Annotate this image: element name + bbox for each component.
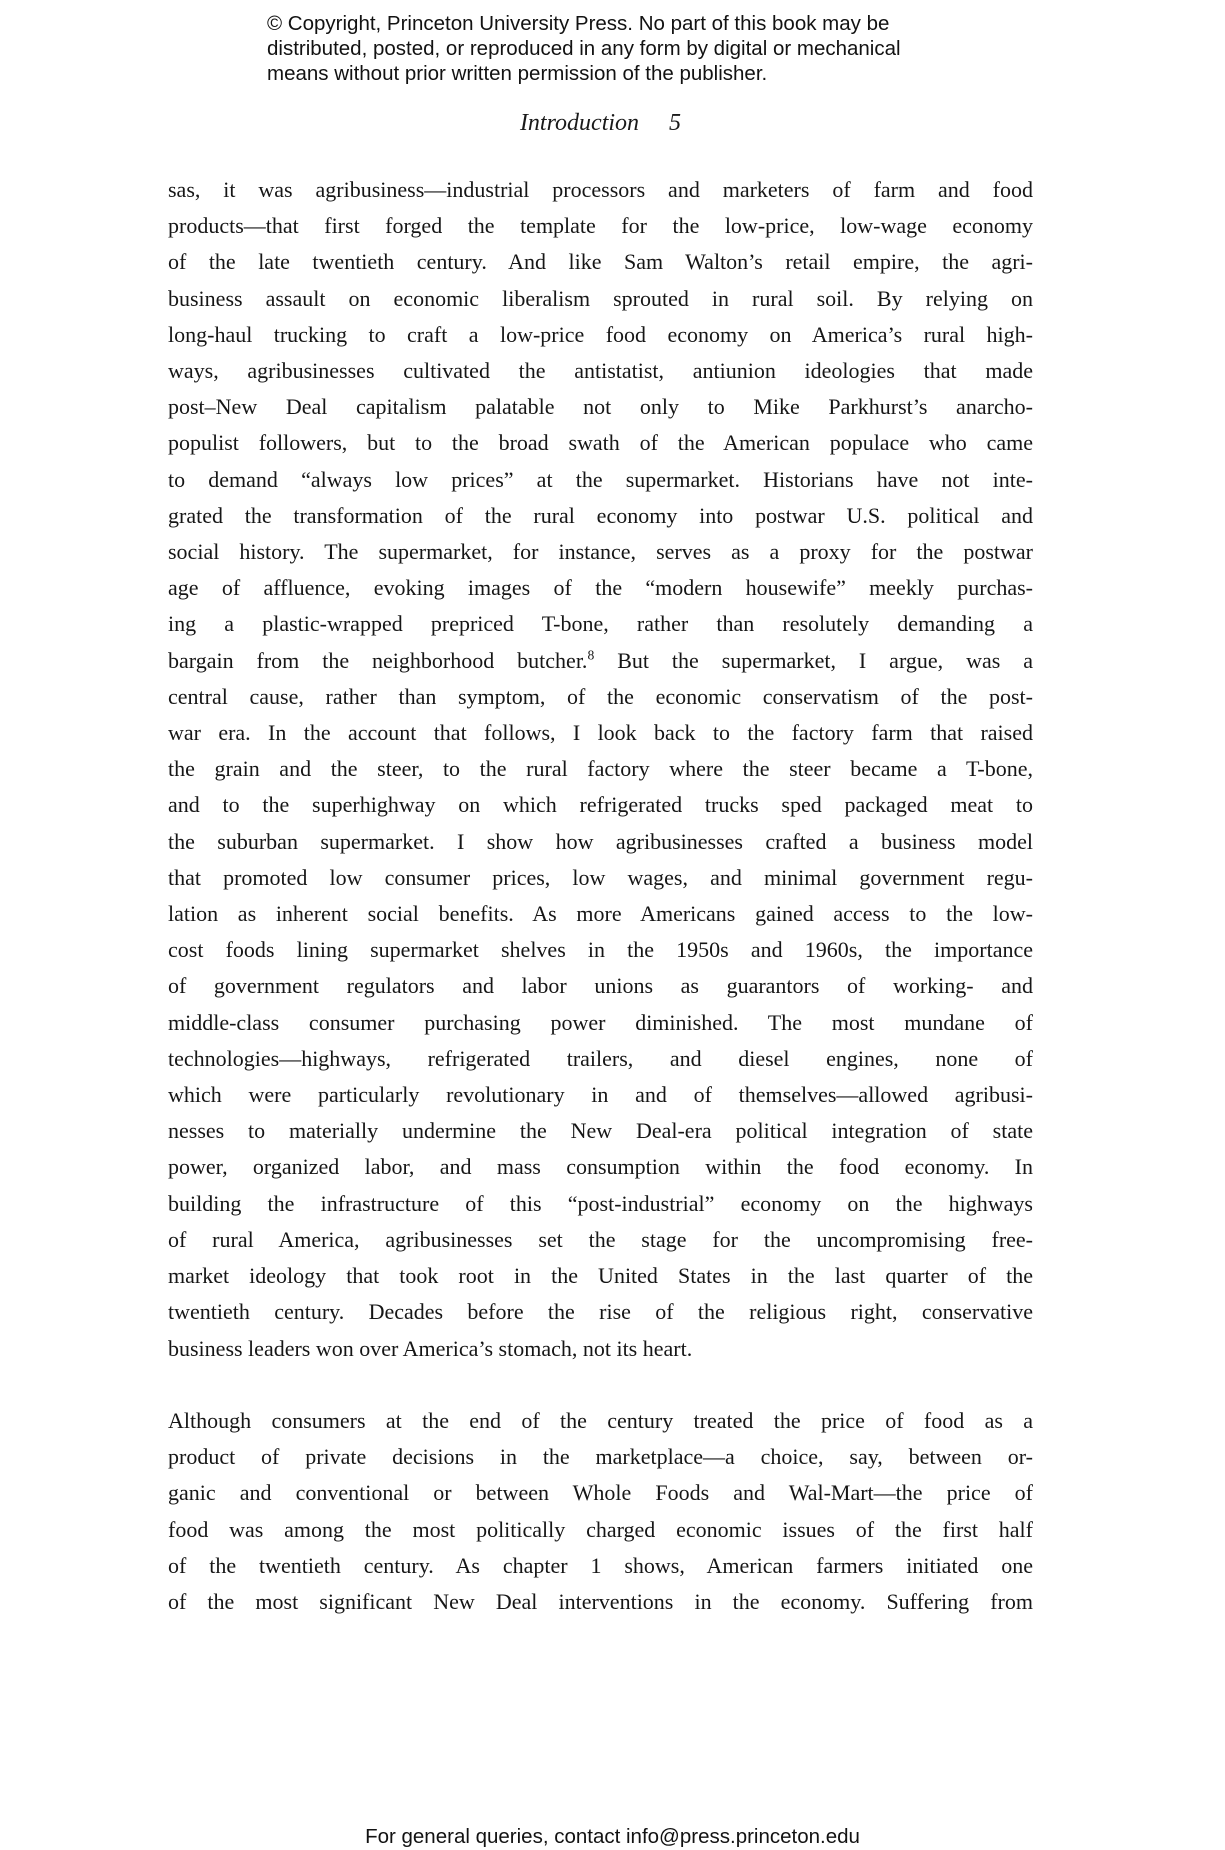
text-line: twentieth century. Decades before the rise of the religious right, conservative bbox=[168, 1299, 1033, 1325]
text-line: to demand “always low prices” at the supermarket. Historians have not inte- bbox=[168, 466, 1033, 492]
text-line: means without prior written permission of the publisher. bbox=[267, 62, 768, 85]
footnote-line bbox=[168, 643, 1033, 679]
text-line: nesses to materially undermine the New Deal-era political integration of state bbox=[168, 1118, 1033, 1144]
footnote-marker: 8 bbox=[587, 647, 595, 663]
text-line: © Copyright, Princeton University Press. No part of this book may be bbox=[267, 12, 890, 35]
text-line: grated the transformation of the rural economy into postwar U.S. political and bbox=[168, 502, 1033, 528]
text-line: of rural America, agribusinesses set the stage for the uncompromising free- bbox=[168, 1226, 1033, 1252]
page-number: 5 bbox=[669, 110, 682, 136]
text-line: business assault on economic liberalism sprouted in rural soil. By relying on bbox=[168, 285, 1033, 311]
text-line: populist followers, but to the broad swath of the American populace who came bbox=[168, 430, 1033, 456]
footnote-line-after: But the supermarket, I argue, was a bbox=[594, 647, 1033, 673]
text-line: of the late twentieth century. And like Sam Walton’s retail empire, the agri- bbox=[168, 249, 1033, 275]
text-line: of the most significant New Deal interventions in the economy. Suffering from bbox=[168, 1588, 1033, 1614]
text-line: war era. In the account that follows, I look back to the factory farm that raised bbox=[168, 720, 1033, 746]
text-line: Although consumers at the end of the century treated the price of food as a bbox=[168, 1407, 1033, 1433]
text-line: ways, agribusinesses cultivated the antistatist, antiunion ideologies that made bbox=[168, 358, 1033, 384]
text-line: the suburban supermarket. I show how agribusinesses crafted a business model bbox=[168, 828, 1033, 854]
text-line: lation as inherent social benefits. As more Americans gained access to the low- bbox=[168, 901, 1033, 927]
text-line: of government regulators and labor unions as guarantors of working- and bbox=[168, 973, 1033, 999]
copyright-notice bbox=[267, 11, 1027, 86]
text-line: technologies—highways, refrigerated trailers, and diesel engines, none of bbox=[168, 1045, 1033, 1071]
text-line: post–New Deal capitalism palatable not only to Mike Parkhurst’s anarcho- bbox=[168, 394, 1033, 420]
paragraph-2 bbox=[168, 1403, 1033, 1620]
text-line: central cause, rather than symptom, of the economic conservatism of the post- bbox=[168, 683, 1033, 709]
text-line: cost foods lining supermarket shelves in the 1950s and 1960s, the importance bbox=[168, 937, 1033, 963]
text-line: product of private decisions in the marketplace—a choice, say, between or- bbox=[168, 1444, 1033, 1470]
text-line: and to the superhighway on which refrigerated trucks sped packaged meat to bbox=[168, 792, 1033, 818]
text-line: sas, it was agribusiness—industrial processors and marketers of farm and food bbox=[168, 177, 1033, 202]
text-line: age of affluence, evoking images of the “modern housewife” meekly purchas- bbox=[168, 575, 1033, 601]
text-line: ing a plastic-wrapped prepriced T-bone, rather than resolutely demanding a bbox=[168, 611, 1033, 637]
text-line: ganic and conventional or between Whole Foods and Wal-Mart—the price of bbox=[168, 1480, 1033, 1506]
text-line: building the infrastructure of this “post-industrial” economy on the highways bbox=[168, 1190, 1033, 1216]
paragraph-1 bbox=[168, 172, 1033, 1367]
text-line: social history. The supermarket, for instance, serves as a proxy for the postwar bbox=[168, 539, 1033, 565]
paragraph-2-lines bbox=[168, 1403, 1033, 1620]
text-line: that promoted low consumer prices, low wages, and minimal government regu- bbox=[168, 864, 1033, 890]
text-line: distributed, posted, or reproduced in any form by digital or mechanical bbox=[267, 37, 901, 60]
text-line: the grain and the steer, to the rural factory where the steer became a T-bone, bbox=[168, 756, 1033, 782]
running-head bbox=[168, 108, 1033, 138]
text-line: products—that first forged the template for the low-price, low-wage economy bbox=[168, 213, 1033, 239]
text-line: power, organized labor, and mass consumption within the food economy. In bbox=[168, 1154, 1033, 1180]
body-text bbox=[168, 172, 1033, 1620]
text-line: business leaders won over America’s stomach, not its heart. bbox=[168, 1335, 693, 1361]
text-line: which were particularly revolutionary in and of themselves—allowed agribusi- bbox=[168, 1082, 1033, 1108]
text-line: market ideology that took root in the United States in the last quarter of the bbox=[168, 1263, 1033, 1289]
text-line: long-haul trucking to craft a low-price food economy on America’s rural high- bbox=[168, 321, 1033, 347]
text-line: food was among the most politically charged economic issues of the first half bbox=[168, 1516, 1033, 1542]
text-line: middle-class consumer purchasing power diminished. The most mundane of bbox=[168, 1009, 1033, 1035]
paragraph-1-part-a bbox=[168, 172, 1033, 643]
chapter-title: Introduction bbox=[519, 110, 640, 136]
paragraph-1-part-b bbox=[168, 679, 1033, 1367]
footer-contact: For general queries, contact info@press.princeton.edu bbox=[365, 1825, 860, 1848]
footnote-line-before: bargain from the neighborhood butcher. bbox=[168, 647, 588, 673]
text-line: of the twentieth century. As chapter 1 shows, American farmers initiated one bbox=[168, 1552, 1033, 1578]
